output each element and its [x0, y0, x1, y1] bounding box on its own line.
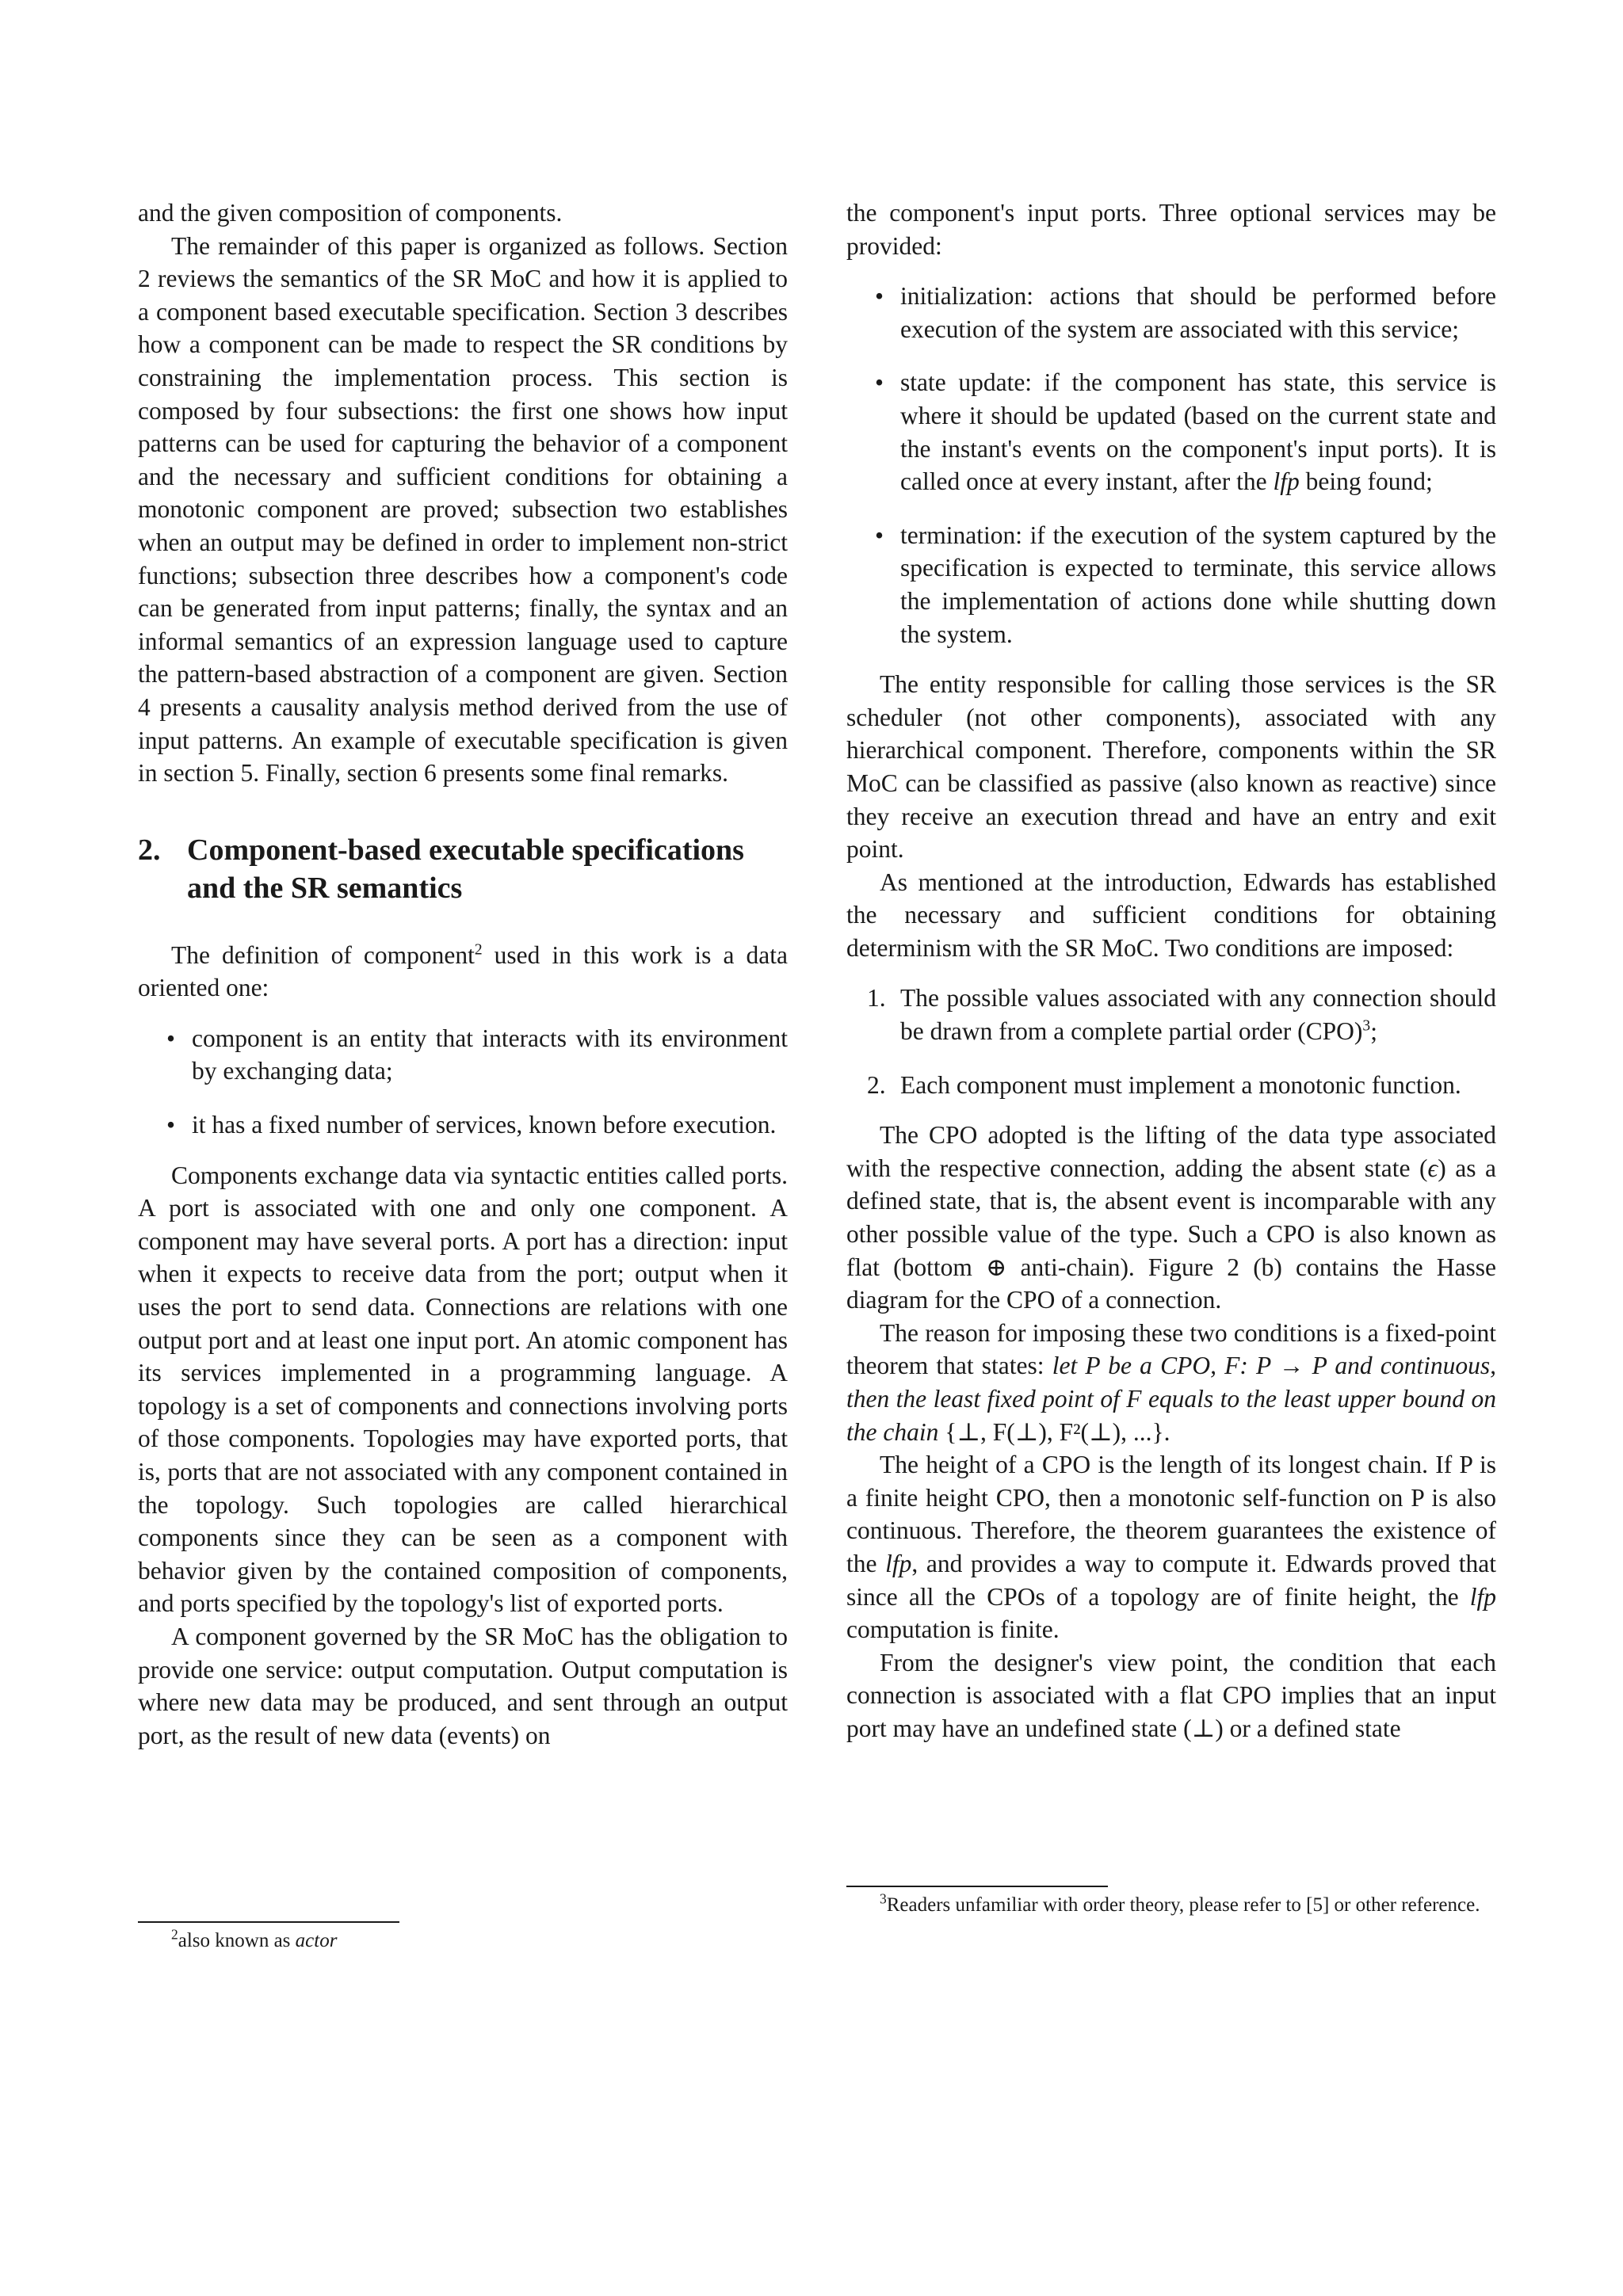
paragraph: The definition of component$^2$ used in this work is a data oriented one: [138, 940, 788, 1002]
paragraph: and the given composition of components. [138, 199, 563, 227]
bullet-list [138, 1022, 788, 1142]
footnote-rule [846, 1886, 1108, 1887]
section-heading [138, 831, 788, 907]
bullet-list [846, 280, 1496, 650]
paragraph: From the designer's view point, the condition that each connection is associated with a flat CPO implies that an input port may have an undefined state (⊥) or a defined state [846, 1648, 1496, 1742]
paragraph: the component's input ports. Three optional services may be provided: [846, 199, 1496, 260]
paragraph: As mentioned at the introduction, Edwards has established the necessary and sufficient conditions for obtaining determinism with the SR MoC. Two conditions are imposed: [846, 868, 1496, 962]
footnote-rule [138, 1921, 399, 1923]
section-number: 2. [138, 833, 161, 867]
list-item: 2. Each component must implement a monotonic function. [867, 1070, 1461, 1099]
list-item: • termination: if the execution of the system captured by the specification is expected to terminate, this service allows the implementation of actions done while shutting down the system. [875, 521, 1496, 648]
footnote: $^2$also known as actor [171, 1926, 338, 1951]
paragraph: The entity responsible for calling those services is the SR scheduler (not other components), associated with any hierarchical component. Therefore, components within the SR MoC can be classified as passive (also known as reactive) since they receive an execution thread and have an entry and exit point. [846, 670, 1496, 864]
paragraph: The height of a CPO is the length of its longest chain. If P is a finite height CPO, then a monotonic self-function on P is also continuous. Therefore, the theorem guarantees the existence of the lfp, and provides a way to compute it. Edwards proved that since all the CPOs of a topology are of finite height, the lfp computation is finite. [846, 1451, 1496, 1644]
right-column [846, 196, 1496, 1745]
numbered-list [846, 982, 1496, 1101]
left-column [138, 196, 788, 1752]
list-item: 1. The possible values associated with any connection should be drawn from a complete partial order (CPO)$^3$; [867, 984, 1496, 1046]
section-title: Component-based executable specifications and the SR semantics [187, 833, 744, 905]
footnote: $^3$Readers unfamiliar with order theory, please refer to [5] or other reference. [880, 1890, 1480, 1916]
paragraph: The CPO adopted is the lifting of the data type associated with the respective connection, adding the absent state (ϵ) as a defined state, that is, the absent event is incomparable with any other possible value of the type. Such a CPO is also known as flat (bottom ⊕ anti-chain). Figure 2 (b) contains the Hasse diagram for the CPO of a connection. [846, 1121, 1497, 1314]
footnote-ref: 2 [474, 941, 483, 959]
paragraph: A component governed by the SR MoC has the obligation to provide one service: output computation. Output computation is where new data may be produced, and sent through an output port, as the result of new data (events) on [138, 1622, 788, 1749]
footnote-ref: 3 [1362, 1017, 1371, 1035]
paragraph: Components exchange data via syntactic entities called ports. A port is associated with one and only one component. A component may have several ports. A port has a direction: input when it expects to receive data from the port; output when it uses the port to send data. Connections are relations with one output port and at least one input port. An atomic component has its services implemented in a programming language. A topology is a set of components and connections involving ports of those components. Topologies may have exported ports, that is, ports that are not associated with any component contained in the topology. Such topologies are called hierarchical components since they can be seen as a component with behavior given by the contained composition of components, and ports specified by the topology's list of exported ports. [138, 1161, 788, 1618]
list-item: • it has a fixed number of services, known before execution. [166, 1111, 777, 1139]
list-item: • component is an entity that interacts with its environment by exchanging data; [166, 1024, 788, 1085]
paragraph: The remainder of this paper is organized as follows. Section 2 reviews the semantics of the SR MoC and how it is applied to a component based executable specification. Section 3 describes how a component can be made to respect the SR conditions by constraining the implementation process. This section is composed by four subsections: the first one shows how input patterns can be used for capturing the behavior of a component and the necessary and sufficient conditions for obtaining a monotonic component are proved; subsection two establishes when an output may be defined in order to implement non-strict functions; subsection three describes how a component's code can be generated from input patterns; finally, the syntax and an informal semantics of an expression language used to capture the pattern-based abstraction of a component are given. Section 4 presents a causality analysis method derived from the use of input patterns. An example of executable specification is given in section 5. Finally, section 6 presents some final remarks. [138, 231, 788, 788]
list-item: • state update: if the component has state, this service is where it should be updated (based on the current state and the instant's events on the component's input ports). It is called once at every instant, after the lfp being found; [875, 368, 1496, 496]
list-item: • initialization: actions that should be performed before execution of the system are associated with this service; [875, 282, 1496, 343]
paragraph: The reason for imposing these two conditions is a fixed-point theorem that states: let P be a CPO, F: P → P and continuous, then the least fixed point of F equals to the least upper bound on the chain {⊥, F(⊥), F²(⊥), ...}. [846, 1318, 1496, 1446]
